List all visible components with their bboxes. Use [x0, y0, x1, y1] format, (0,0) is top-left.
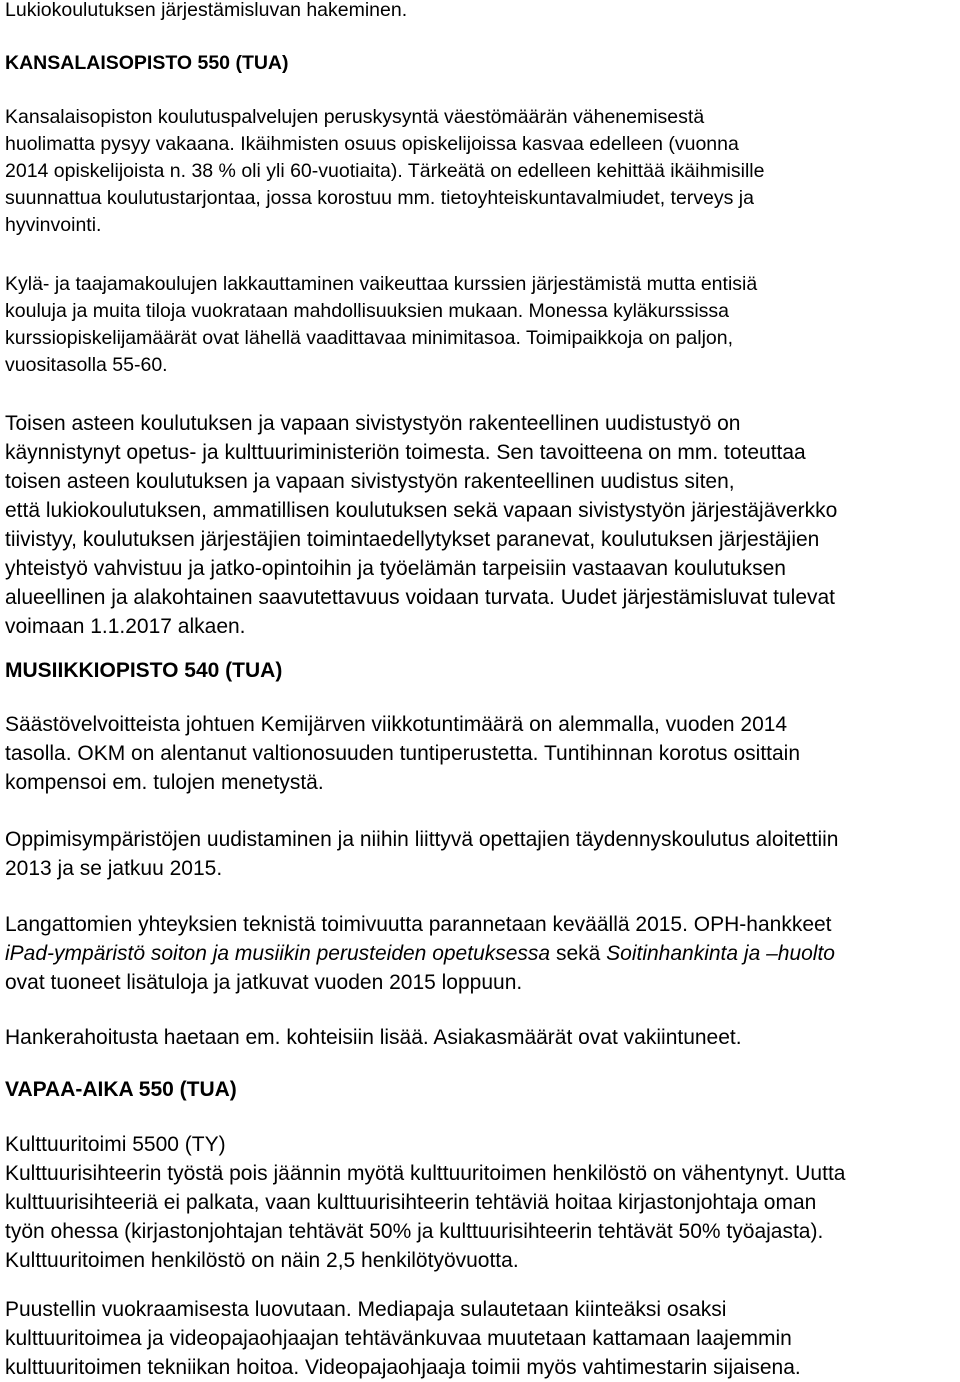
text-line: VAPAA-AIKA 550 (TUA) [5, 1078, 237, 1101]
text-line: 2013 ja se jatkuu 2015. [5, 857, 223, 880]
text-line: Kulttuuritoimi 5500 (TY) [5, 1133, 226, 1156]
text-line: että lukiokoulutuksen, ammatillisen koulutuksen sekä vapaan sivistystyön järjestäjäverkko [5, 499, 838, 522]
text-line: kulttuuritoimea ja videopajaohjaajan tehtävänkuvaa muutetaan kattamaan laajemmin [5, 1327, 792, 1350]
text-line: hyvinvointi. [5, 214, 102, 236]
text-line: alueellinen ja alakohtainen saavutettavuus voidaan turvata. Uudet järjestämisluvat tulevat [5, 586, 836, 609]
paragraph [5, 271, 757, 379]
text-line: yhteistyö vahvistuu ja jatko-opintoihin ja työelämän tarpeisiin vastaavan koulutuksen [5, 557, 786, 580]
text-line: kurssiopiskelijamäärät ovat lähellä vaadittavaa minimitasoa. Toimipaikkoja on paljon, [5, 327, 734, 349]
text-line: tasolla. OKM on alentanut valtionosuuden tuntiperustetta. Tuntihinnan korotus osittain [5, 742, 801, 765]
paragraph [5, 1130, 845, 1275]
text-line: käynnistynyt opetus- ja kulttuuriministeriön toimesta. Sen tavoitteena on mm. toteuttaa [5, 441, 806, 464]
text-line: Puustellin vuokraamisesta luovutaan. Mediapaja sulautetaan kiinteäksi osaksi [5, 1298, 727, 1321]
text-line: MUSIIKKIOPISTO 540 (TUA) [5, 659, 283, 682]
text-line: Säästövelvoitteista johtuen Kemijärven viikkotuntimäärä on alemmalla, vuoden 2014 [5, 713, 788, 736]
paragraph [5, 1295, 801, 1382]
text-line: Kylä- ja taajamakoulujen lakkauttaminen vaikeuttaa kurssien järjestämistä mutta entisiä [5, 273, 758, 295]
italic-text: iPad-ympäristö soiton ja musiikin perusteiden opetuksessa [5, 942, 551, 965]
paragraph [5, 910, 832, 939]
section-heading [5, 1075, 237, 1104]
italic-text: Soitinhankinta ja –huolto [606, 942, 835, 965]
text-line [5, 968, 522, 997]
text-line: Kulttuuritoimen henkilöstö on näin 2,5 henkilötyövuotta. [5, 1249, 519, 1272]
paragraph [5, 0, 407, 24]
section-heading [5, 656, 282, 685]
text-line: Lukiokoulutuksen järjestämisluvan hakeminen. [5, 0, 408, 21]
section-heading [5, 50, 289, 77]
text-run: ovat tuoneet lisätuloja ja jatkuvat vuoden 2015 loppuun. [5, 971, 523, 994]
paragraph [5, 1023, 742, 1052]
paragraph [5, 825, 838, 883]
text-line: kulttuurisihteeriä ei palkata, vaan kulttuurisihteerin tehtäviä hoitaa kirjastonjohtaja oman [5, 1191, 817, 1214]
text-line: Kansalaisopiston koulutuspalvelujen peruskysyntä väestömäärän vähenemisestä [5, 106, 705, 128]
text-line: Langattomien yhteyksien teknistä toimivuutta parannetaan keväällä 2015. OPH-hankkeet [5, 913, 832, 936]
text-line: voimaan 1.1.2017 alkaen. [5, 615, 246, 638]
text-line: kulttuuritoimen tekniikan hoitoa. Videopajaohjaaja toimii myös vahtimestarin sijaisena. [5, 1356, 801, 1379]
text-line: kompensoi em. tulojen menetystä. [5, 771, 324, 794]
text-line: työn ohessa (kirjastonjohtajan tehtävät 50% ja kulttuurisihteerin tehtävät 50% työajasta). [5, 1220, 824, 1243]
text-line: 2014 opiskelijoista n. 38 % oli yli 60-vuotiaita). Tärkeätä on edelleen kehittää ikäihmisille [5, 160, 765, 182]
paragraph [5, 104, 764, 239]
text-line: vuositasolla 55-60. [5, 354, 168, 376]
text-line: Kulttuurisihteerin työstä pois jäännin myötä kulttuuritoimen henkilöstö on vähentynyt. Uutta [5, 1162, 846, 1185]
text-run: sekä [550, 942, 607, 965]
text-line: Hankerahoitusta haetaan em. kohteisiin lisää. Asiakasmäärät ovat vakiintuneet. [5, 1026, 742, 1049]
text-line: Toisen asteen koulutuksen ja vapaan sivistystyön rakenteellinen uudistustyö on [5, 412, 741, 435]
text-line: kouluja ja muita tiloja vuokrataan mahdollisuuksien mukaan. Monessa kyläkurssissa [5, 300, 730, 322]
text-line: toisen asteen koulutuksen ja vapaan sivistystyön rakenteellinen uudistus siten, [5, 470, 735, 493]
text-line: huolimatta pysyy vakaana. Ikäihmisten osuus opiskelijoissa kasvaa edelleen (vuonna [5, 133, 739, 155]
paragraph [5, 710, 800, 797]
text-line: KANSALAISOPISTO 550 (TUA) [5, 52, 289, 74]
paragraph [5, 409, 837, 641]
text-line: suunnattua koulutustarjontaa, jossa korostuu mm. tietoyhteiskuntavalmiudet, terveys ja [5, 187, 754, 209]
text-line: tiivistyy, koulutuksen järjestäjien toimintaedellytykset paranevat, koulutuksen järjestäjien [5, 528, 820, 551]
text-line: Oppimisympäristöjen uudistaminen ja niihin liittyvä opettajien täydennyskoulutus aloitettiin [5, 828, 839, 851]
text-line [5, 939, 835, 968]
